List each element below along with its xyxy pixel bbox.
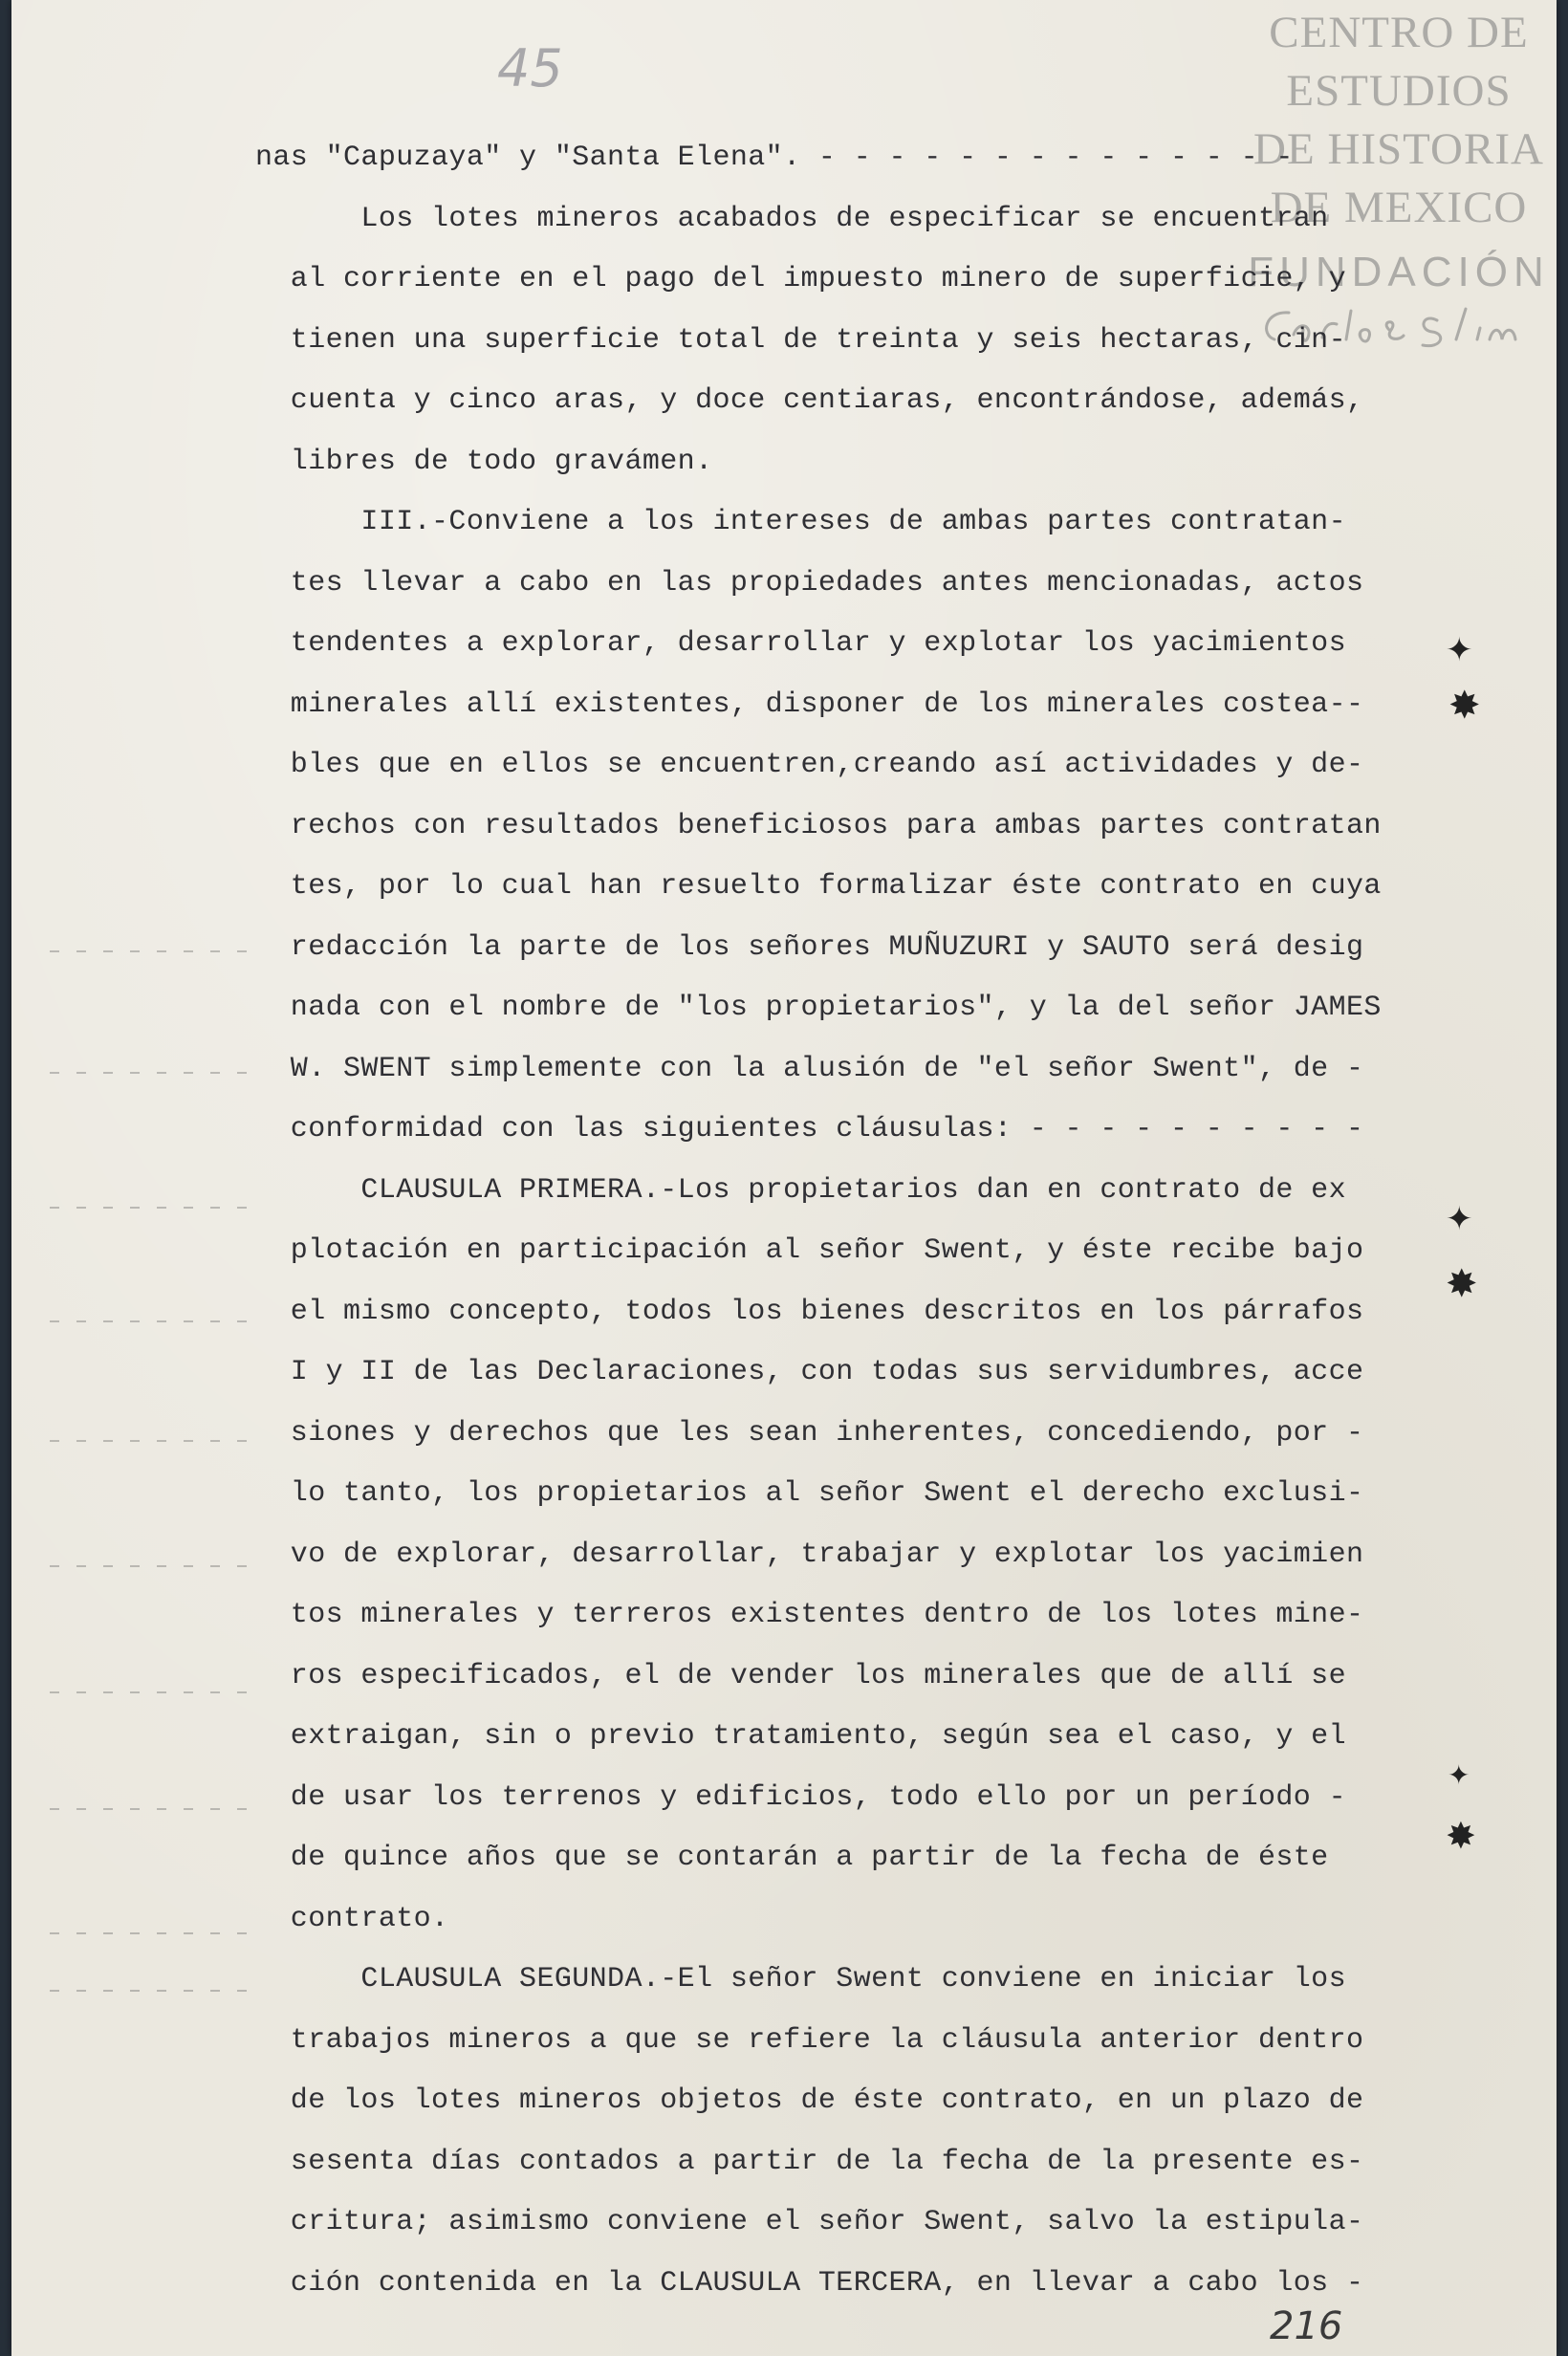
bleed-through-mark (50, 1990, 250, 1992)
text-line: CLAUSULA PRIMERA.-Los propietarios dan en contrato de ex (255, 1173, 1346, 1207)
watermark-foundation: FUNDACIÓN (1248, 249, 1550, 295)
bleed-through-mark (50, 950, 250, 952)
text-line: W. SWENT simplemente con la alusión de "el señor Swent", de - (255, 1052, 1364, 1085)
text-line: libres de todo gravámen. (255, 445, 713, 478)
bleed-through-mark (50, 1691, 250, 1693)
text-line: nada con el nombre de "los propietarios", y la del señor JAMES (255, 992, 1382, 1024)
text-line: al corriente en el pago del impuesto minero de superficie, y (255, 263, 1346, 295)
text-line: Los lotes mineros acabados de especificar se encuentran (255, 202, 1329, 235)
text-line: tienen una superficie total de treinta y seis hectaras, cin- (255, 323, 1346, 357)
handwritten-page-number: 45 (497, 38, 563, 98)
text-line: cuenta y cinco aras, y doce centiaras, encontrándose, además, (255, 384, 1364, 417)
watermark-line: ESTUDIOS (1286, 66, 1512, 116)
text-line: critura; asimismo conviene el señor Swent, salvo la estipula- (255, 2206, 1364, 2238)
text-line: ción contenida en la CLAUSULA TERCERA, en llevar a cabo los - (255, 2266, 1364, 2300)
text-line: de usar los terrenos y edificios, todo ello por un período - (255, 1780, 1346, 1814)
text-line: de los lotes mineros objetos de éste contrato, en un plazo de (255, 2084, 1364, 2117)
bleed-through-mark (50, 1440, 250, 1442)
text-line: conformidad con las siguientes cláusulas: - - - - - - - - - - (255, 1113, 1364, 1145)
text-line: rechos con resultados beneficiosos para ambas partes contratan (255, 809, 1382, 842)
text-line: tos minerales y terreros existentes dentro de los lotes mine- (255, 1599, 1364, 1631)
text-line: tendentes a explorar, desarrollar y explotar los yacimientos (255, 627, 1346, 660)
handwritten-folio-number: 216 (1270, 2304, 1343, 2348)
ink-spot-icon: ✦ (1448, 1759, 1470, 1791)
text-line: redacción la parte de los señores MUÑUZURI y SAUTO será desig (255, 930, 1364, 964)
document-page (11, 0, 1557, 2356)
watermark-line: DE MEXICO (1270, 183, 1528, 232)
text-line: III.-Conviene a los intereses de ambas partes contratan- (255, 506, 1346, 538)
ink-spot-icon: ✸ (1448, 684, 1481, 728)
watermark-line: DE HISTORIA (1253, 124, 1544, 174)
bleed-through-mark (50, 1565, 250, 1567)
bleed-through-mark (50, 1808, 250, 1810)
text-line: siones y derechos que les sean inherentes, concediendo, por - (255, 1416, 1364, 1450)
text-line: extraigan, sin o previo tratamiento, según sea el caso, y el (255, 1720, 1346, 1753)
text-line: CLAUSULA SEGUNDA.-El señor Swent conviene en iniciar los (255, 1963, 1346, 1996)
bleed-through-mark (50, 1320, 250, 1322)
text-line: de quince años que se contarán a partir de la fecha de éste (255, 1842, 1329, 1874)
ink-spot-icon: ✦ (1446, 631, 1473, 669)
bleed-through-mark (50, 1207, 250, 1209)
text-line: bles que en ellos se encuentren,creando así actividades y de- (255, 749, 1364, 781)
text-line: vo de explorar, desarrollar, trabajar y explotar los yacimien (255, 1538, 1364, 1571)
text-line: nas "Capuzaya" y "Santa Elena". - - - - - - - - - - - - - - (255, 142, 1294, 174)
text-line: tes llevar a cabo en las propiedades antes mencionadas, actos (255, 566, 1364, 600)
text-line: plotación en participación al señor Swent, y éste recibe bajo (255, 1234, 1364, 1267)
text-line: tes, por lo cual han resuelto formalizar éste contrato en cuya (255, 870, 1382, 903)
text-line: el mismo concepto, todos los bienes descritos en los párrafos (255, 1295, 1364, 1328)
text-line: ros especificados, el de vender los minerales que de allí se (255, 1659, 1346, 1692)
text-line: lo tanto, los propietarios al señor Swent el derecho exclusi- (255, 1477, 1364, 1510)
text-line: sesenta días contados a partir de la fecha de la presente es- (255, 2145, 1364, 2178)
ink-spot-icon: ✦ (1446, 1200, 1473, 1238)
text-line: minerales allí existentes, disponer de los minerales costea-- (255, 687, 1364, 721)
text-line: I y II de las Declaraciones, con todas sus servidumbres, acce (255, 1356, 1364, 1388)
text-line: trabajos mineros a que se refiere la cláusula anterior dentro (255, 2023, 1364, 2057)
watermark-line: CENTRO DE (1269, 8, 1529, 57)
typed-text-body (255, 128, 1382, 2314)
bleed-through-mark (50, 1932, 250, 1934)
ink-spot-icon: ✸ (1446, 1815, 1476, 1857)
text-line: contrato. (255, 1902, 449, 1935)
bleed-through-mark (50, 1072, 250, 1074)
ink-spot-icon: ✸ (1446, 1262, 1478, 1306)
